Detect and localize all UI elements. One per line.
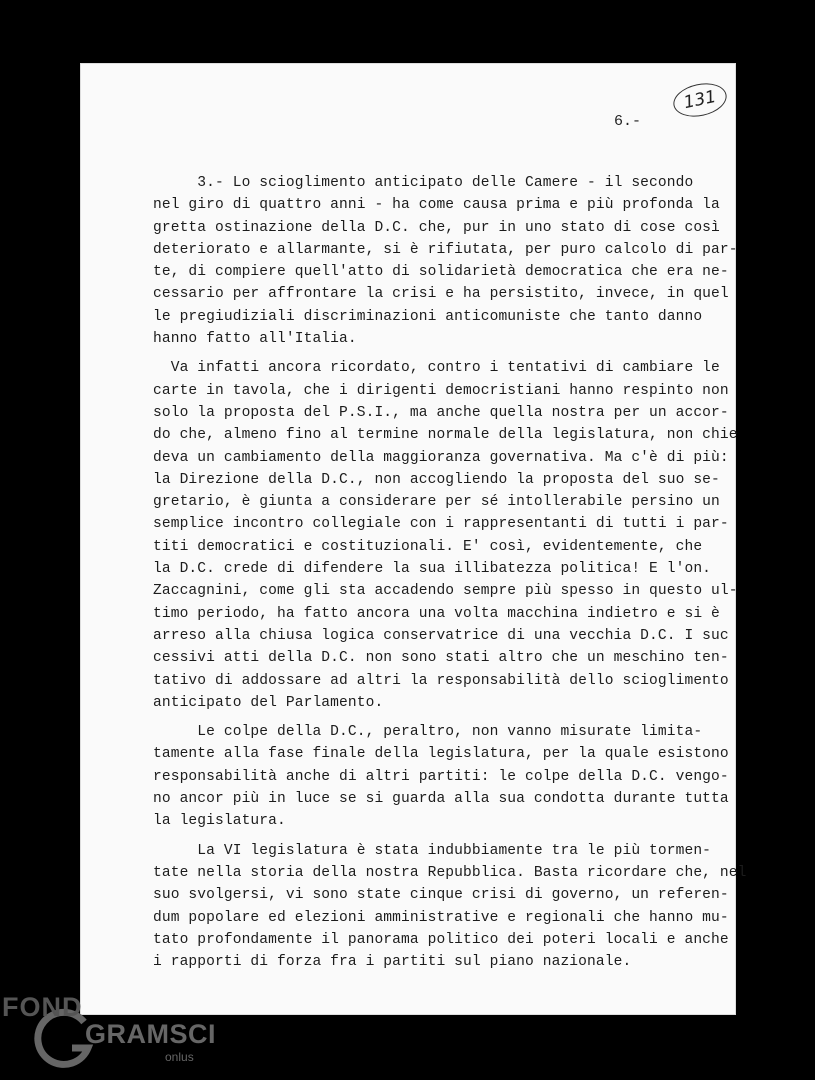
logo-word-fond: FOND (2, 992, 83, 1022)
text-line: cessario per affrontare la crisi e ha persistito, invece, in quel (153, 286, 729, 303)
text-line: hanno fatto all'Italia. (153, 331, 357, 348)
text-line: nel giro di quattro anni - ha come causa prima e più profonda la (153, 197, 720, 214)
text-line: cessivi atti della D.C. non sono stati altro che un meschino ten- (153, 650, 729, 667)
document-body (153, 172, 747, 973)
text-line: tato profondamente il panorama politico dei poteri locali e anche (153, 931, 729, 948)
text-line: tamente alla fase finale della legislatura, per la quale esistono (153, 746, 729, 763)
page-number: 6.- (614, 113, 642, 130)
paragraph-gap (153, 833, 693, 840)
stamp-number: 131 (682, 86, 718, 114)
text-line: La VI legislatura è stata indubbiamente tra le più tormen- (153, 842, 712, 859)
text-line: la D.C. crede di difendere la sua illibatezza politica! E l'on. (153, 561, 712, 578)
paragraph-gap (153, 714, 693, 721)
text-line: Zaccagnini, come gli sta accadendo sempre più spesso in questo ul- (153, 583, 738, 600)
text-line: semplice incontro collegiale con i rappresentanti di tutti i par- (153, 516, 729, 533)
text-line: te, di compiere quell'atto di solidarietà democratica che era ne- (153, 264, 729, 281)
text-line: Va infatti ancora ricordato, contro i tentativi di cambiare le (153, 360, 720, 377)
text-line: 3.- Lo scioglimento anticipato delle Camere - il secondo (153, 175, 694, 191)
text-line: deteriorato e allarmante, si è rifiutata, per puro calcolo di par- (153, 241, 738, 258)
logo-word-onlus: onlus (165, 1050, 194, 1064)
text-line: tate nella storia della nostra Repubblica. Basta ricordare che, nel (153, 864, 747, 881)
text-line: arreso alla chiusa logica conservatrice di una vecchia D.C. I suc (153, 627, 729, 644)
text-line: carte in tavola, che i dirigenti democristiani hanno respinto non (153, 382, 729, 399)
text-line: titi democratici e costituzionali. E' così, evidentemente, che (153, 538, 703, 555)
text-line: anticipato del Parlamento. (153, 694, 384, 711)
text-line: la Direzione della D.C., non accogliendo la proposta del suo se- (153, 471, 720, 488)
text-line: deva un cambiamento della maggioranza governativa. Ma c'è di più: (153, 449, 729, 466)
text-line: suo svolgersi, vi sono state cinque crisi di governo, un referen- (153, 887, 729, 904)
text-line: Le colpe della D.C., peraltro, non vanno misurate limita- (153, 724, 703, 741)
text-line: gretario, è giunta a considerare per sé intollerabile persino un (153, 494, 720, 511)
text-line: do che, almeno fino al termine normale della legislatura, non chie (153, 427, 738, 444)
logo-word-gramsci: GRAMSCI (85, 1019, 216, 1049)
text-line: le pregiudiziali discriminazioni anticomuniste che tanto danno (153, 308, 703, 325)
text-line: responsabilità anche di altri partiti: le colpe della D.C. vengo- (153, 768, 729, 785)
text-line: la legislatura. (153, 813, 286, 830)
text-line: tativo di addossare ad altri la responsabilità dello scioglimento (153, 672, 729, 689)
foundation-logo (0, 988, 215, 1080)
paragraph-gap (153, 350, 693, 357)
text-line: no ancor più in luce se si guarda alla sua condotta durante tutta (153, 791, 729, 808)
text-line: gretta ostinazione della D.C. che, pur in uno stato di cose così (153, 219, 720, 236)
text-line: timo periodo, ha fatto ancora una volta macchina indietro e si è (153, 605, 720, 622)
text-line: i rapporti di forza fra i partiti sul piano nazionale. (153, 954, 632, 971)
text-line: solo la proposta del P.S.I., ma anche quella nostra per un accor- (153, 404, 729, 421)
text-line: dum popolare ed elezioni amministrative e regionali che hanno mu- (153, 909, 729, 926)
